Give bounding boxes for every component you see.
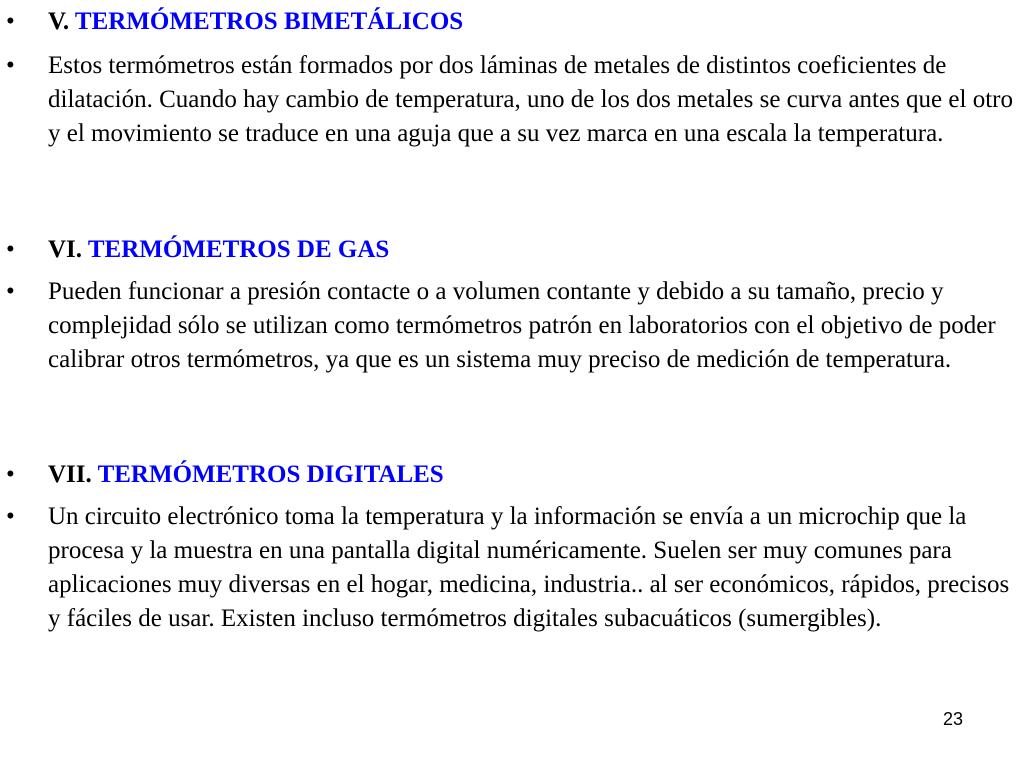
section-numeral: V. xyxy=(48,8,70,35)
heading-text xyxy=(48,5,1014,39)
section-numeral: VII. xyxy=(48,461,92,488)
bullet-icon: • xyxy=(6,236,15,263)
heading-text xyxy=(48,233,1014,267)
section-body-text: Estos termómetros están formados por dos láminas de metales de distintos coeficientes de dilatación. Cuando hay cambio de temperatura, uno de los dos metales se curva antes que el otro y el movimiento se traduce en una aguja que a su vez marca en una escala la temperatura. xyxy=(48,52,1013,147)
section-body-text: Pueden funcionar a presión contacte o a volumen contante y debido a su tamaño, precio y complejidad sólo se utilizan como termómetros patrón en laboratorios con el objetivo de poder calibrar otros termómetros, ya que es un sistema muy preciso de medición de temperatura. xyxy=(48,278,996,373)
section-body-text: Un circuito electrónico toma la temperatura y la información se envía a un microchip que la procesa y la muestra en una pantalla digital numéricamente. Suelen ser muy comunes para aplicaciones muy diversas en el hogar, medicina, industria.. al ser económicos, rápidos, precisos y fáciles de usar. Existen incluso termómetros digitales subacuáticos (sumergibles). xyxy=(48,503,1010,632)
bullet-icon: • xyxy=(6,503,15,530)
page-number: 23 xyxy=(942,709,963,729)
section-title: TERMÓMETROS BIMETÁLICOS xyxy=(74,8,464,35)
bullet-icon: • xyxy=(6,278,15,305)
section-title: TERMÓMETROS DE GAS xyxy=(87,236,390,263)
heading-text xyxy=(48,458,1014,492)
section-title: TERMÓMETROS DIGITALES xyxy=(97,461,444,488)
bullet-icon: • xyxy=(6,8,15,35)
bullet-icon: • xyxy=(6,461,15,488)
section-numeral: VI. xyxy=(48,236,83,263)
bullet-icon: • xyxy=(6,52,15,79)
